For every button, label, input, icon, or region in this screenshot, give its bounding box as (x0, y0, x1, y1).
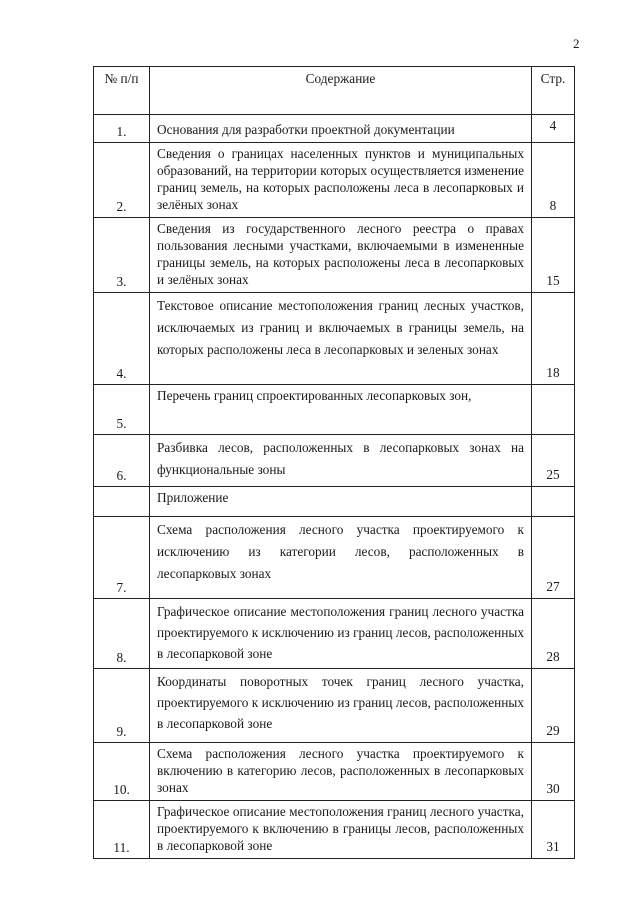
table-row (94, 385, 575, 435)
row-text-clipped: Перечень границ спроектированных лесопарковых зон, (157, 388, 472, 403)
row-text: Схема расположения лесного участка проектируемого к исключению из категории лесов, расположенных в лесопарковых зонах (150, 517, 532, 599)
table-row (94, 218, 575, 293)
row-num: 2. (94, 143, 150, 218)
row-page: 4 (532, 115, 575, 143)
row-page: 18 (532, 293, 575, 385)
row-page: 8 (532, 143, 575, 218)
row-text: Графическое описание местоположения границ лесного участка, проектируемого к включению в границы лесов, расположенных в лесопарковой зоне (150, 801, 532, 859)
table-row (94, 599, 575, 669)
table-row (94, 517, 575, 599)
row-text: Схема расположения лесного участка проектируемого к включению в категорию лесов, расположенных в лесопарковых зонах (150, 743, 532, 801)
row-num: 3. (94, 218, 150, 293)
table-row (94, 143, 575, 218)
row-page: 27 (532, 517, 575, 599)
row-text: Основания для разработки проектной документации (150, 115, 532, 143)
row-page: 29 (532, 669, 575, 743)
row-num: 1. (94, 115, 150, 143)
row-num: 7. (94, 517, 150, 599)
row-page (532, 385, 575, 435)
table-row (94, 669, 575, 743)
section-row (94, 487, 575, 517)
header-content: Содержание (150, 67, 532, 115)
row-text (150, 385, 532, 435)
table-row (94, 743, 575, 801)
table-header-row (94, 67, 575, 115)
contents-table (93, 66, 575, 859)
table-row (94, 801, 575, 859)
row-num: 11. (94, 801, 150, 859)
row-num: 8. (94, 599, 150, 669)
table-row (94, 293, 575, 385)
header-num: № п/п (94, 67, 150, 115)
row-text: Сведения из государственного лесного реестра о правах пользования лесными участками, включаемыми в измененные границы земель, на которых расположены леса в лесопарковых и зелёных зонах (150, 218, 532, 293)
row-text: Сведения о границах населенных пунктов и муниципальных образований, на территории которых осуществляется изменение границ земель, на которых расположены леса в лесопарковых и зелёных зонах (150, 143, 532, 218)
row-page: 31 (532, 801, 575, 859)
row-page: 30 (532, 743, 575, 801)
row-page: 15 (532, 218, 575, 293)
row-text: Текстовое описание местоположения границ лесных участков, исключаемых из границ и включаемых в границы земель, на которых расположены леса в лесопарковых и зеленых зонах (150, 293, 532, 385)
row-page: 28 (532, 599, 575, 669)
row-num: 5. (94, 385, 150, 435)
row-text: Разбивка лесов, расположенных в лесопарковых зонах на функциональные зоны (150, 435, 532, 487)
table-row (94, 435, 575, 487)
row-text: Координаты поворотных точек границ лесного участка, проектируемого к исключению из границ лесов, расположенных в лесопарковой зоне (150, 669, 532, 743)
row-num: 10. (94, 743, 150, 801)
header-page: Стр. (532, 67, 575, 115)
page-number: 2 (573, 36, 580, 51)
row-num: 6. (94, 435, 150, 487)
row-text: Графическое описание местоположения границ лесного участка проектируемого к исключению из границ лесов, расположенных в лесопарковой зоне (150, 599, 532, 669)
row-num: 9. (94, 669, 150, 743)
row-page: 25 (532, 435, 575, 487)
row-num: 4. (94, 293, 150, 385)
table-row (94, 115, 575, 143)
section-title: Приложение (150, 487, 532, 517)
